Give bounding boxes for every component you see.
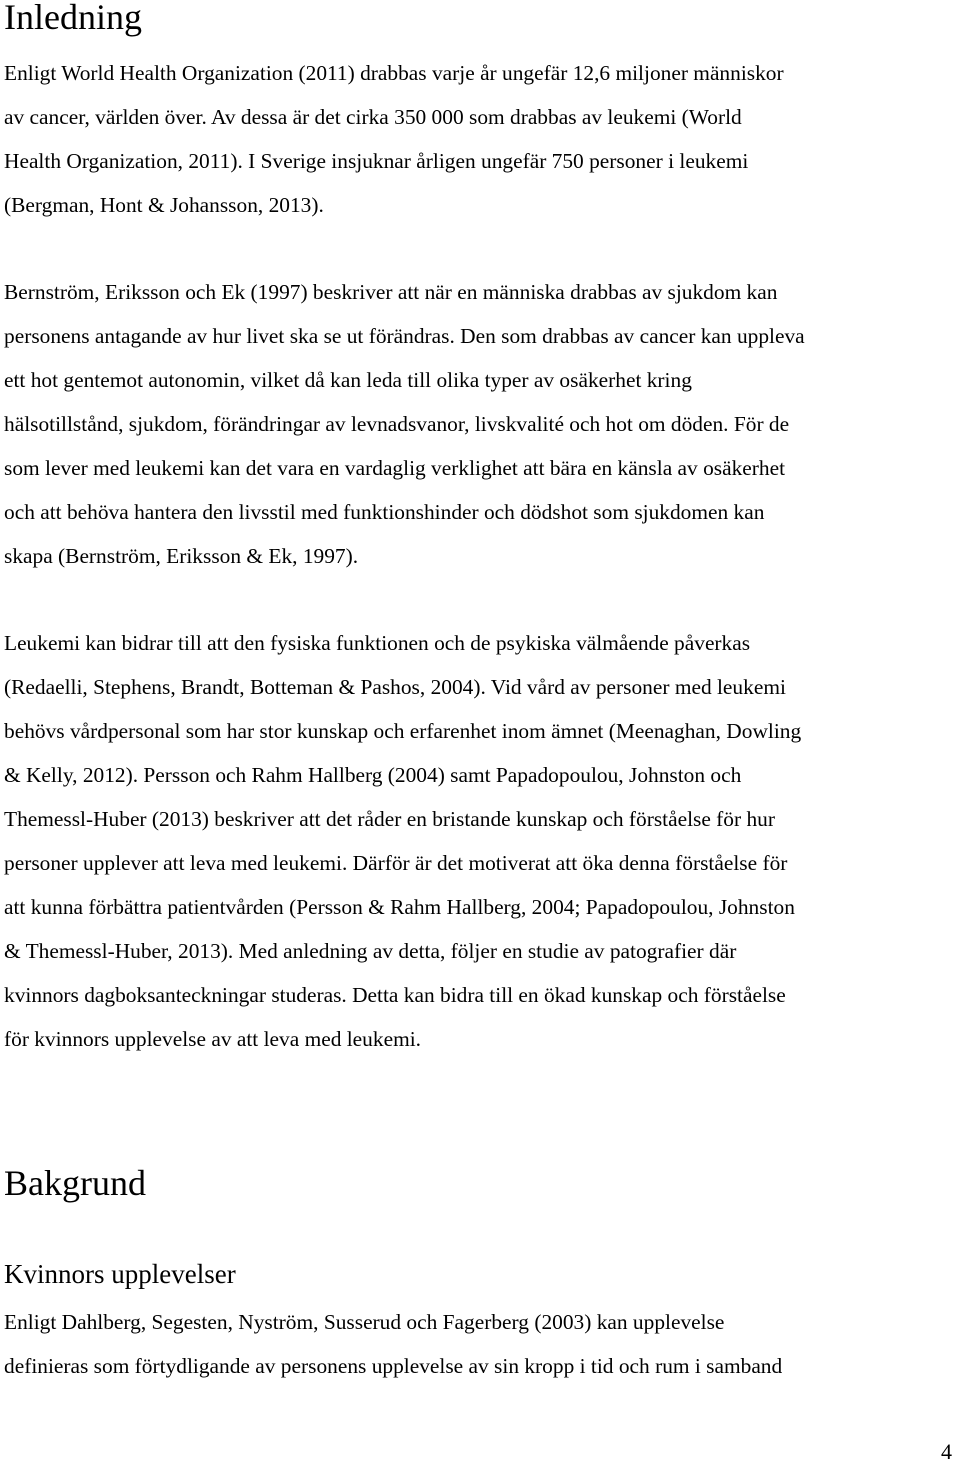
text-line: ett hot gentemot autonomin, vilket då kan leda till olika typer av osäkerhet kring bbox=[4, 368, 692, 392]
text-line: för kvinnors upplevelse av att leva med leukemi. bbox=[4, 1027, 421, 1051]
text-line: Enligt Dahlberg, Segesten, Nyström, Susserud och Fagerberg (2003) kan upplevelse bbox=[4, 1310, 725, 1334]
heading-bakgrund: Bakgrund bbox=[4, 1163, 146, 1203]
text-line: personer upplever att leva med leukemi. Därför är det motiverat att öka denna förståelse för bbox=[4, 851, 788, 875]
text-line: Leukemi kan bidrar till att den fysiska funktionen och de psykiska välmående påverkas bbox=[4, 631, 751, 655]
text-line: som lever med leukemi kan det vara en vardaglig verklighet att bära en känsla av osäkerhet bbox=[4, 456, 786, 480]
paragraph-2 bbox=[4, 270, 805, 578]
text-line: kvinnors dagboksanteckningar studeras. Detta kan bidra till en ökad kunskap och förståelse bbox=[4, 983, 786, 1007]
text-line: och att behöva hantera den livsstil med funktionshinder och dödshot som sjukdomen kan bbox=[4, 500, 765, 524]
subheading-kvinnors-upplevelser: Kvinnors upplevelser bbox=[4, 1259, 236, 1289]
paragraph-3 bbox=[4, 621, 801, 1061]
text-line: (Bergman, Hont & Johansson, 2013). bbox=[4, 193, 324, 217]
text-line: definieras som förtydligande av personens upplevelse av sin kropp i tid och rum i samband bbox=[4, 1354, 783, 1378]
text-line: Health Organization, 2011). I Sverige insjuknar årligen ungefär 750 personer i leukemi bbox=[4, 149, 749, 173]
text-line: att kunna förbättra patientvården (Persson & Rahm Hallberg, 2004; Papadopoulou, Johnston bbox=[4, 895, 795, 919]
text-line: personens antagande av hur livet ska se ut förändras. Den som drabbas av cancer kan uppleva bbox=[4, 324, 805, 348]
document-page bbox=[4, 0, 956, 1464]
text-line: (Redaelli, Stephens, Brandt, Botteman & Pashos, 2004). Vid vård av personer med leukemi bbox=[4, 675, 786, 699]
text-line: Enligt World Health Organization (2011) drabbas varje år ungefär 12,6 miljoner människor bbox=[4, 61, 784, 85]
page-number: 4 bbox=[941, 1439, 952, 1464]
text-line: & Themessl-Huber, 2013). Med anledning av detta, följer en studie av patografier där bbox=[4, 939, 737, 963]
text-line: av cancer, världen över. Av dessa är det cirka 350 000 som drabbas av leukemi (World bbox=[4, 105, 742, 129]
heading-inledning: Inledning bbox=[4, 0, 142, 37]
text-line: Themessl-Huber (2013) beskriver att det råder en bristande kunskap och förståelse för hur bbox=[4, 807, 775, 831]
text-line: hälsotillstånd, sjukdom, förändringar av levnadsvanor, livskvalité och hot om döden. För de bbox=[4, 412, 790, 436]
text-line: Bernström, Eriksson och Ek (1997) beskriver att när en människa drabbas av sjukdom kan bbox=[4, 280, 778, 304]
paragraph-1 bbox=[4, 51, 784, 227]
text-line: skapa (Bernström, Eriksson & Ek, 1997). bbox=[4, 544, 359, 568]
paragraph-bakgrund bbox=[4, 1300, 782, 1388]
text-line: & Kelly, 2012). Persson och Rahm Hallberg (2004) samt Papadopoulou, Johnston och bbox=[4, 763, 742, 787]
text-line: behövs vårdpersonal som har stor kunskap och erfarenhet inom ämnet (Meenaghan, Dowling bbox=[4, 719, 802, 743]
